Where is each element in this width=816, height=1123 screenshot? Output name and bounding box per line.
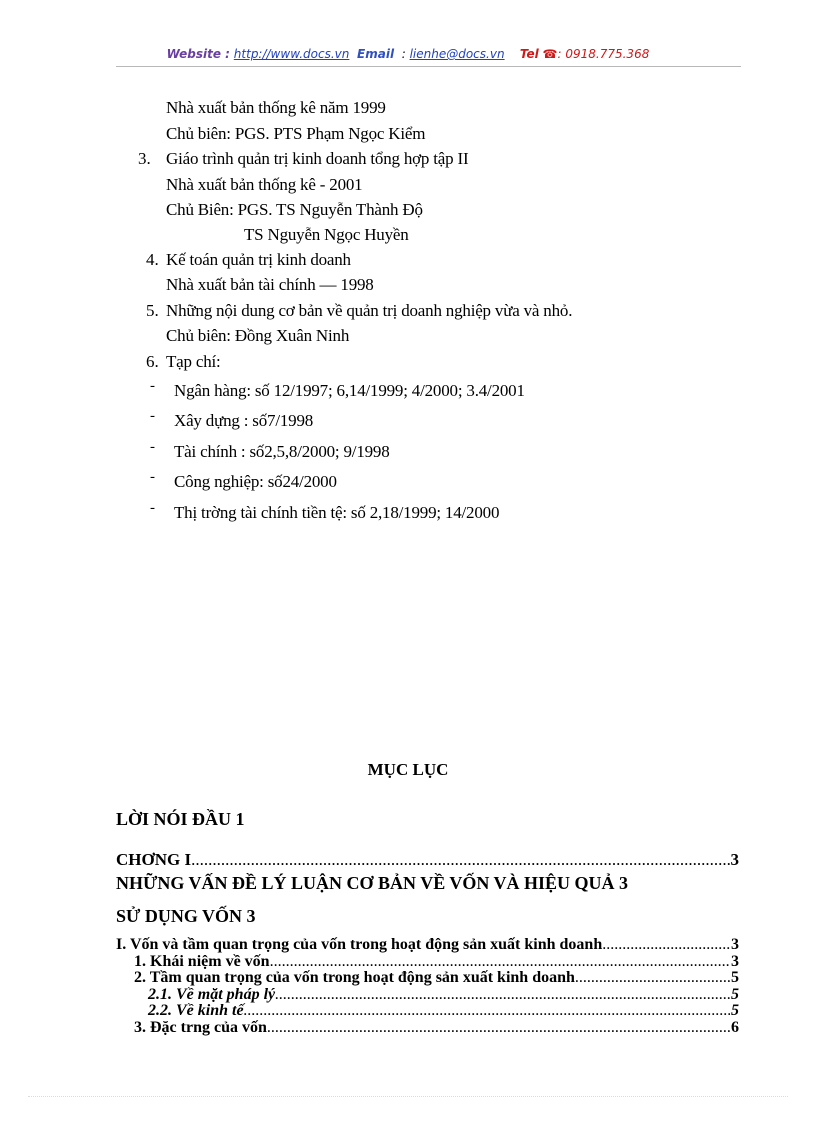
toc-item-entry[interactable] (134, 954, 739, 970)
header-divider (116, 66, 741, 67)
email-link[interactable]: lienhe@docs.vn (409, 47, 505, 61)
toc-entry-label: 3. Đặc trng của vốn (134, 1019, 267, 1036)
ref3-publisher: Nhà xuất bản thống kê - 2001 (166, 175, 363, 194)
website-link[interactable]: http://www.docs.vn (233, 47, 350, 61)
journal-item: Xây dựng : số7/1998 (174, 411, 314, 430)
toc-section-entry[interactable] (116, 937, 739, 953)
journal-item: Thị trờng tài chính tiền tệ: số 2,18/1999; 14/2000 (174, 503, 500, 522)
toc-entry-label: CHƠNG I (116, 850, 192, 869)
journal-dash: - (150, 439, 155, 455)
ref4-publisher: Nhà xuất bản tài chính — 1998 (166, 275, 374, 294)
ref6-number: 6. (146, 352, 159, 371)
journal-dash: - (150, 500, 155, 516)
ref3-number: 3. (138, 149, 151, 168)
toc-entry-label: I. Vốn và tầm quan trọng của vốn trong hoạt động sản xuất kinh doanh (116, 936, 603, 953)
toc-title: MỤC LỤC (367, 760, 449, 779)
toc-entry-page: 5 (731, 986, 739, 1003)
website-label: Website : (166, 47, 230, 61)
journal-dash: - (150, 408, 155, 424)
toc-subitem-entry[interactable] (148, 987, 739, 1003)
journal-item: Công nghiệp: số24/2000 (174, 472, 337, 491)
toc-leader (575, 970, 730, 986)
toc-entry-page: 3 (731, 953, 739, 970)
ref5-editor: Chủ biên: Đồng Xuân Ninh (166, 326, 350, 345)
toc-entry-page: 3 (731, 936, 739, 953)
ref6-title: Tạp chí: (166, 352, 221, 371)
toc-entry-label: 2. Tầm quan trọng của vốn trong hoạt động sản xuất kinh doanh (134, 969, 575, 986)
phone-number: : 0918.775.368 (557, 47, 650, 61)
ref3-title: Giáo trình quản trị kinh doanh tổng hợp tập II (166, 149, 469, 168)
journal-dash: - (150, 469, 155, 485)
toc-subitem-entry[interactable] (148, 1003, 739, 1019)
toc-chapter-title-line1: NHỮNG VẤN ĐỀ LÝ LUẬN CƠ BẢN VỀ VỐN VÀ HIỆU QUẢ 3 (116, 873, 629, 893)
email-label: Email (357, 47, 395, 61)
toc-leader (275, 987, 730, 1003)
toc-leader (270, 954, 730, 970)
ref3-editor: Chủ Biên: PGS. TS Nguyễn Thành Độ (166, 200, 423, 219)
ref3-coeditor: TS Nguyễn Ngọc Huyền (244, 225, 409, 244)
page-header (0, 47, 816, 61)
toc-item-entry[interactable] (134, 1020, 739, 1036)
toc-entry-page: 3 (730, 850, 739, 869)
email-separator: : (401, 47, 406, 61)
ref2-editor: Chủ biên: PGS. PTS Phạm Ngọc Kiểm (166, 124, 426, 143)
ref5-title: Những nội dung cơ bản về quản trị doanh nghiệp vừa và nhỏ. (166, 301, 573, 320)
toc-entry-label: 2.2. Về kinh tế (148, 1002, 244, 1019)
toc-entry-page: 5 (731, 969, 739, 986)
ref5-number: 5. (146, 301, 159, 320)
toc-entry-label: 1. Khái niệm về vốn (134, 953, 270, 970)
toc-leader (244, 1003, 730, 1019)
ref4-number: 4. (146, 250, 159, 269)
toc-intro: LỜI NÓI ĐẦU 1 (116, 809, 245, 829)
toc-entry-page: 6 (731, 1019, 739, 1036)
toc-entry-page: 5 (731, 1002, 739, 1019)
tel-label: Tel (519, 47, 539, 61)
toc-leader (191, 852, 729, 868)
footer-divider (28, 1096, 788, 1097)
journal-dash: - (150, 378, 155, 394)
journal-item: Tài chính : số2,5,8/2000; 9/1998 (174, 442, 390, 461)
toc-item-entry[interactable] (134, 970, 739, 986)
toc-chapter-entry[interactable] (116, 852, 739, 868)
toc-entry-label: 2.1. Về mặt pháp lý (148, 986, 276, 1003)
ref4-title: Kế toán quản trị kinh doanh (166, 250, 351, 269)
journal-item: Ngân hàng: số 12/1997; 6,14/1999; 4/2000; 3.4/2001 (174, 381, 525, 400)
phone-icon: ☎ (542, 47, 558, 61)
toc-chapter-title-line2: SỬ DỤNG VỐN 3 (116, 906, 256, 926)
toc-leader (602, 937, 730, 953)
ref2-publisher: Nhà xuất bản thống kê năm 1999 (166, 98, 386, 117)
toc-leader (267, 1020, 730, 1036)
